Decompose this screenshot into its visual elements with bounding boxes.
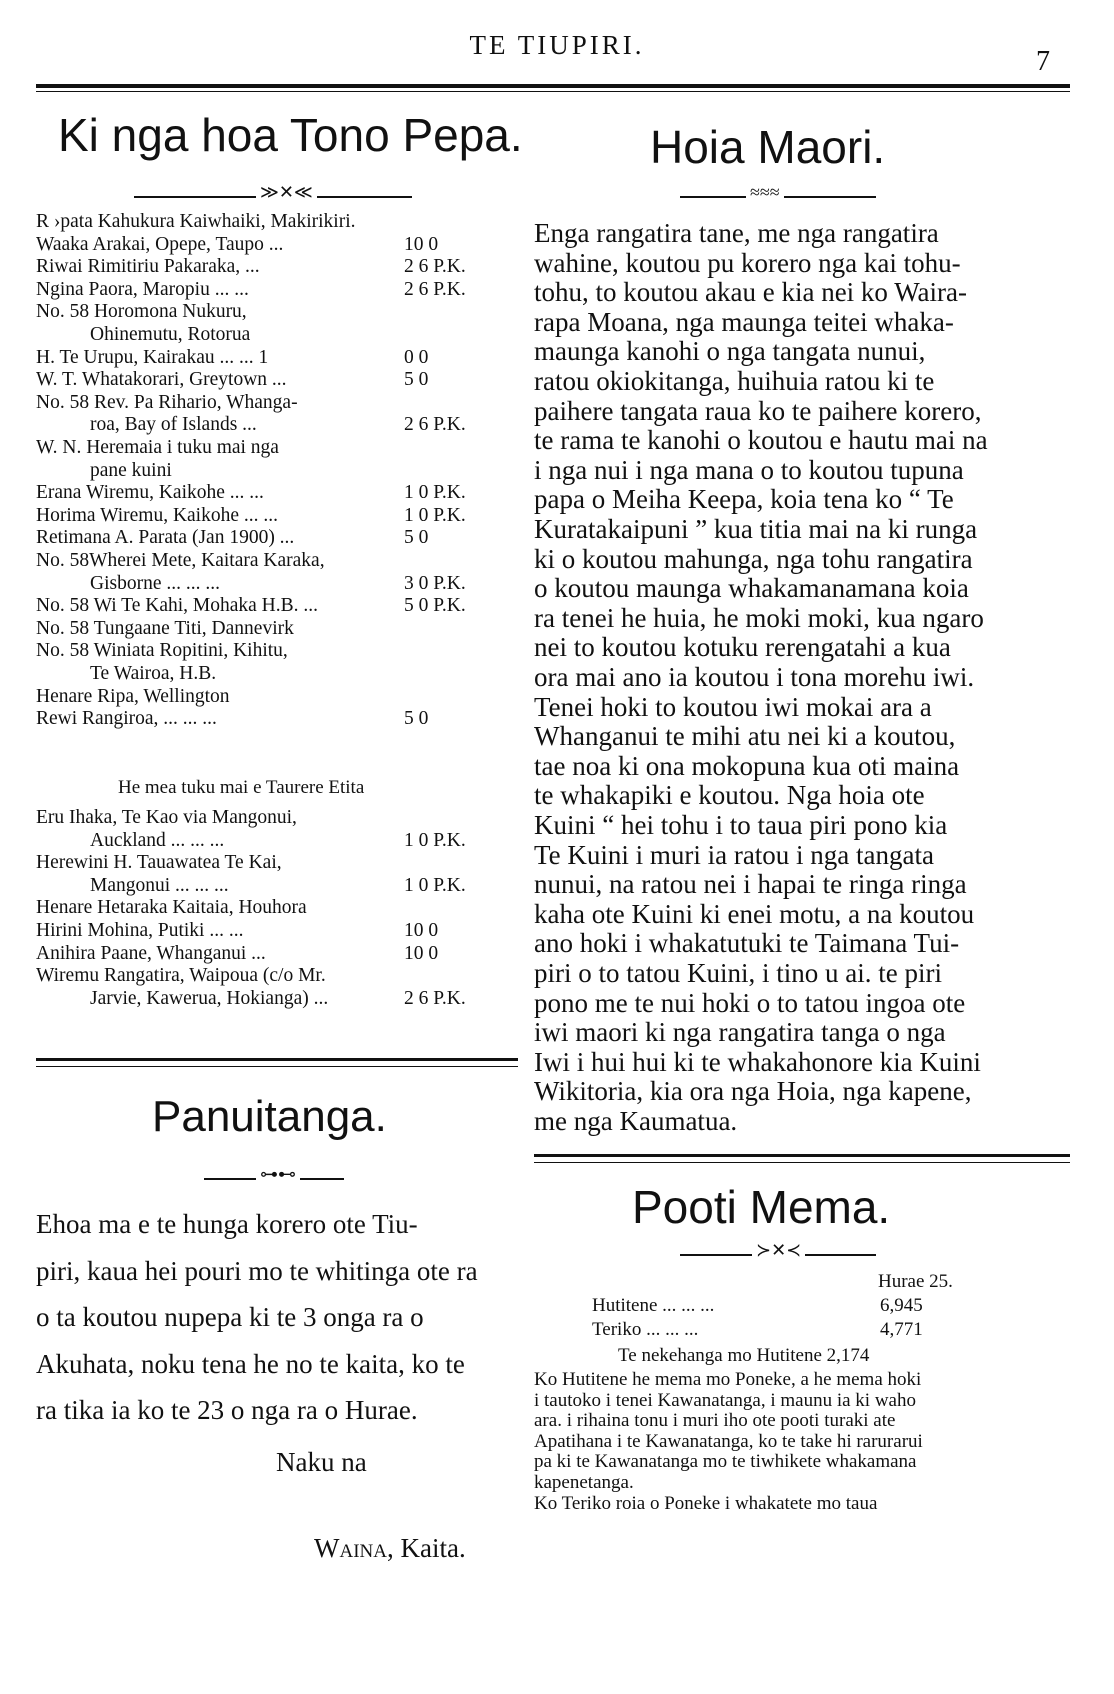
subscriber-entry: R ›pata Kahukura Kaiwhaiki, Makirikiri. <box>36 211 356 232</box>
column-rule-thin <box>36 1066 518 1067</box>
article-line: rapa Moana, nga maunga teitei whaka- <box>534 306 954 337</box>
section-heading-tono-pepa: Ki nga hoa Tono Pepa. <box>58 109 523 161</box>
subscriber-entry: Auckland ... ... ... <box>90 829 225 851</box>
article-line: Enga rangatira tane, me nga rangatira <box>534 218 939 248</box>
subscriber-entry: Mangonui ... ... ... <box>90 874 229 896</box>
article-line: kaha ote Kuini ki enei motu, a na koutou <box>534 898 975 929</box>
subscriber-entry: Horima Wiremu, Kaikohe ... ... <box>36 504 279 526</box>
article-line: Iwi i hui hui ki te whakahonore kia Kuini <box>534 1046 981 1077</box>
header-rule-thin <box>36 91 1070 92</box>
subscriber-amount: 0 0 <box>404 346 429 368</box>
subscriber-entry: No. 58 Rev. Pa Rihario, Whanga- <box>36 391 298 413</box>
column-rule-thin <box>534 1162 1070 1163</box>
notice-line: Ehoa ma e te hunga korero ote Tiu- <box>36 1209 418 1239</box>
article-line: Te Kuini i muri ia ratou i nga tangata <box>534 839 934 870</box>
candidate-name: Hutitene ... ... ... <box>592 1295 715 1316</box>
subscriber-entry: No. 58Wherei Mete, Kaitara Karaka, <box>36 550 325 571</box>
notice-line: o ta koutou nupepa ki te 3 onga ra o <box>36 1302 424 1332</box>
section-heading-pooti-mema: Pooti Mema. <box>632 1181 891 1233</box>
subscriber-amount: 2 6 P.K. <box>404 987 466 1009</box>
subscriber-entry: W. N. Heremaia i tuku mai nga <box>36 437 279 458</box>
article-line: ora mai ano ia koutou i tona morehu iwi. <box>534 662 975 692</box>
article-line: te rama te kanohi o koutou e hautu mai na <box>534 425 988 456</box>
column-rule <box>36 1058 518 1061</box>
subscriber-entry: Riwai Rimitiriu Pakaraka, ... <box>36 256 260 278</box>
subscriber-entry: Wiremu Rangatira, Waipoua (c/o Mr. <box>36 965 326 987</box>
subscriber-entry: Ngina Paora, Maropiu ... ... <box>36 278 249 300</box>
notice-signature <box>314 1534 466 1562</box>
subscriber-entry: Eru Ihaka, Te Kao via Mangonui, <box>36 807 297 828</box>
subscriber-entry: Anihira Paane, Whanganui ... <box>36 942 266 964</box>
section-heading-panuitanga: Panuitanga. <box>152 1092 387 1141</box>
subscriber-amount: 1 0 P.K. <box>404 874 466 896</box>
subscriber-amount: 5 0 P.K. <box>404 595 466 617</box>
article-line: ra tenei he huia, he moki moki, kua ngaro <box>534 602 984 633</box>
article-line: i nga nui i nga mana o to koutou tupuna <box>534 454 964 485</box>
election-line: Apatihana i te Kawanatanga, ko te take hi rarurarui <box>534 1430 923 1452</box>
subscriber-amount: 1 0 P.K. <box>404 829 466 851</box>
subscriber-amount: 10 0 <box>404 942 439 964</box>
article-line: me nga Kaumatua. <box>534 1106 738 1136</box>
signature-place: Kaita. <box>400 1533 466 1563</box>
ornament-icon: ≻✕≺ <box>752 1240 805 1261</box>
election-line: Ko Teriko roia o Poneke i whakatete mo taua <box>534 1492 878 1514</box>
column-rule <box>534 1154 1070 1157</box>
election-date: Hurae 25. <box>878 1271 953 1292</box>
subscriber-entry: Herewini H. Tauawatea Te Kai, <box>36 852 282 874</box>
notice-line: piri, kaua hei pouri mo te whitinga ote ra <box>36 1255 478 1286</box>
subscriber-entry: pane kuini <box>90 459 172 481</box>
subscriber-amount: 5 0 <box>404 369 429 391</box>
subscriber-entry: Jarvie, Kawerua, Hokianga) ... <box>90 987 329 1009</box>
article-line: pono me te nui hoki o to tatou ingoa ote <box>534 987 966 1018</box>
subscriber-entry: Ohinemutu, Rotorua <box>90 324 251 345</box>
article-line: papa o Meiha Keepa, koia tena ko “ Te <box>534 484 954 515</box>
article-line: Wikitoria, kia ora nga Hoia, nga kapene, <box>534 1076 972 1107</box>
notice-closing: Naku na <box>276 1447 367 1477</box>
subscriber-entry: H. Te Urupu, Kairakau ... ... 1 <box>36 346 269 368</box>
subscriber-entry: No. 58 Wi Te Kahi, Mohaka H.B. ... <box>36 595 319 617</box>
subscriber-amount: 2 6 P.K. <box>404 256 466 278</box>
candidate-votes: 4,771 <box>880 1319 923 1340</box>
subscriber-amount: 10 0 <box>404 233 439 255</box>
subscriber-amount: 10 0 <box>404 920 439 941</box>
subscriber-amount: 5 0 <box>404 708 429 730</box>
subscriber-entry: roa, Bay of Islands ... <box>90 414 257 436</box>
candidate-votes: 6,945 <box>880 1295 923 1316</box>
subscriber-amount: 5 0 <box>404 527 429 549</box>
notice-line: ra tika ia ko te 23 o nga ra o Hurae. <box>36 1395 418 1425</box>
article-line: o koutou maunga whakamanamana koia <box>534 573 969 604</box>
ornament-icon: ≫✕≪ <box>256 182 317 203</box>
subscriber-entry: Erana Wiremu, Kaikohe ... ... <box>36 482 264 504</box>
article-line: piri o to tatou Kuini, i tino u ai. te piri <box>534 958 942 988</box>
running-head: TE TIUPIRI. <box>469 30 645 60</box>
subscriber-amount: 3 0 P.K. <box>404 572 466 594</box>
subscriber-entry: Gisborne ... ... ... <box>90 572 220 594</box>
subscriber-entry: Henare Ripa, Wellington <box>36 685 230 707</box>
signature-name: Waina, <box>314 1533 394 1563</box>
subscriber-entry: Te Wairoa, H.B. <box>90 663 217 684</box>
article-line: maunga kanohi o nga tangata nunui, <box>534 336 926 367</box>
subscriber-entry: No. 58 Horomona Nukuru, <box>36 301 247 323</box>
article-line: ano hoki i whakatutuki te Taimana Tui- <box>534 928 960 959</box>
page-number: 7 <box>1036 46 1050 77</box>
election-majority: Te nekehanga mo Hutitene 2,174 <box>618 1345 870 1366</box>
list-subheading: He mea tuku mai e Taurere Etita <box>118 777 365 798</box>
header-rule <box>36 84 1070 88</box>
candidate-name: Teriko ... ... ... <box>592 1319 699 1340</box>
subscriber-entry: W. T. Whatakorari, Greytown ... <box>36 369 287 391</box>
ornament-icon: ⊶⊷ <box>256 1164 300 1185</box>
subscriber-amount: 2 6 P.K. <box>404 278 466 300</box>
election-line: pa ki te Kawanatanga mo te tiwhikete whakamana <box>534 1451 917 1473</box>
article-line: nei to koutou kotuku rerengatahi a kua <box>534 632 951 663</box>
article-line: tae noa ki ona mokopuna kua oti maina <box>534 750 960 781</box>
subscriber-amount: 1 0 P.K. <box>404 504 466 526</box>
article-line: ratou okiokitanga, huihuia ratou ki te <box>534 366 935 396</box>
subscriber-entry: No. 58 Winiata Ropitini, Kihitu, <box>36 640 288 662</box>
section-heading-hoia-maori: Hoia Maori. <box>650 121 886 173</box>
article-line: te whakapiki e koutou. Nga hoia ote <box>534 780 925 811</box>
subscriber-entry: Waaka Arakai, Opepe, Taupo ... <box>36 233 284 255</box>
election-line: ara. i rihaina tonu i muri iho ote pooti turaki ate <box>534 1410 896 1432</box>
article-line: wahine, koutou pu korero nga kai tohu- <box>534 247 961 278</box>
election-line: i tautoko i tenei Kawanatanga, i maunu ia ki waho <box>534 1389 916 1411</box>
subscriber-amount: 2 6 P.K. <box>404 414 466 436</box>
article-line: paihere tangata raua ko te paihere korero, <box>534 395 982 426</box>
article-line: ki o koutou mahunga, nga tohu rangatira <box>534 543 973 574</box>
election-line: kapenetanga. <box>534 1472 634 1493</box>
subscriber-entry: Retimana A. Parata (Jan 1900) ... <box>36 527 295 549</box>
subscriber-amount: 1 0 P.K. <box>404 482 466 504</box>
article-line: Whanganui te mihi atu nei ki a koutou, <box>534 721 956 752</box>
subscriber-entry: No. 58 Tungaane Titi, Dannevirk <box>36 617 294 639</box>
subscriber-entry: Hirini Mohina, Putiki ... ... <box>36 920 244 941</box>
ornament-icon: ≈≈≈ <box>746 182 784 203</box>
subscriber-entry: Henare Hetaraka Kaitaia, Houhora <box>36 897 307 919</box>
article-line: iwi maori ki nga rangatira tanga o nga <box>534 1017 946 1048</box>
election-line: Ko Hutitene he mema mo Poneke, a he mema hoki <box>534 1369 922 1390</box>
notice-line: Akuhata, noku tena he no te kaita, ko te <box>36 1348 465 1379</box>
article-line: Kuratakaipuni ” kua titia mai na ki runga <box>534 514 978 544</box>
article-line: Kuini “ hei tohu i to taua piri pono kia <box>534 810 948 840</box>
subscriber-entry: Rewi Rangiroa, ... ... ... <box>36 708 217 730</box>
article-line: Tenei hoki to koutou iwi mokai ara a <box>534 691 932 722</box>
article-line: nunui, na ratou nei i hapai te ringa ringa <box>534 869 967 900</box>
article-line: tohu, to koutou akau e kia nei ko Waira- <box>534 277 967 308</box>
